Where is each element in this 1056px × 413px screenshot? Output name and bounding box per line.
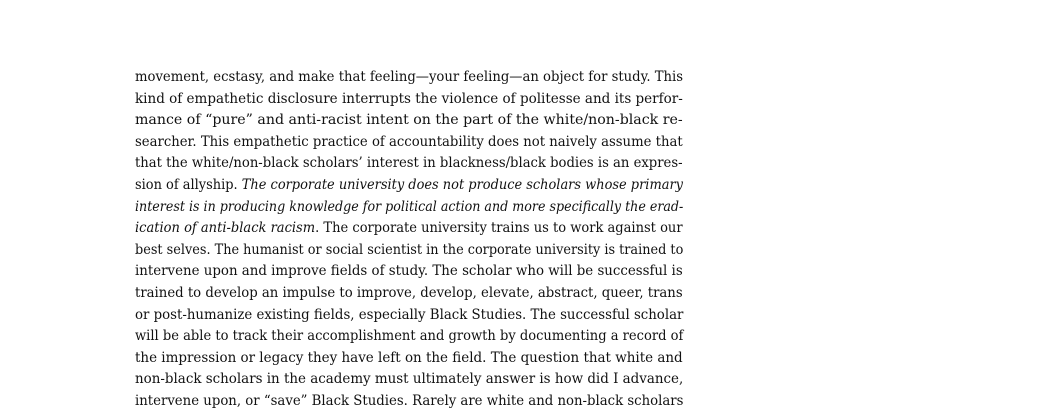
text-line — [135, 240, 683, 262]
text-line — [135, 218, 683, 240]
text-line — [135, 261, 683, 283]
text-segment: movement, ecstasy, and make that feeling—your feeling—an object for study. This — [135, 69, 684, 85]
text-line — [135, 283, 683, 305]
text-segment: will be able to track their accomplishment and growth by documenting a record of — [135, 328, 684, 345]
text-line — [135, 110, 683, 132]
text-segment: sion of allyship. — [135, 176, 242, 193]
text-segment: that the white/non-black scholars’ interest in blackness/black bodies is an expres- — [135, 155, 683, 172]
text-segment: kind of empathetic disclosure interrupts the violence of politesse and its perfor- — [135, 90, 683, 107]
italic-text-segment: ication of anti-black racism — [135, 220, 316, 237]
text-segment: intervene upon and improve fields of study. The scholar who will be successful is — [135, 263, 683, 280]
text-segment: best selves. The humanist or social scientist in the corporate university is trained to — [135, 241, 684, 258]
text-line — [135, 348, 683, 370]
text-segment: searcher. This empathetic practice of accountability does not naively assume that — [135, 133, 683, 150]
text-line — [135, 132, 683, 154]
body-text — [135, 67, 683, 413]
italic-text-segment: The corporate university does not produce scholars whose primary — [241, 176, 683, 193]
text-line — [135, 369, 683, 391]
text-line — [135, 175, 683, 197]
text-segment: . The corporate university trains us to work against our — [315, 220, 683, 237]
text-segment: trained to develop an impulse to improve, develop, elevate, abstract, queer, trans — [135, 284, 683, 301]
text-line — [135, 391, 683, 413]
text-line — [135, 197, 683, 219]
italic-text-segment: interest is in producing knowledge for political action and more specifically the erad- — [135, 198, 684, 215]
text-segment: mance of “pure” and anti-racist intent on the part of the white/non-black re- — [135, 112, 683, 129]
text-segment: intervene upon, or “save” Black Studies. Rarely are white and non-black scholars — [135, 392, 684, 409]
text-segment: the impression or legacy they have left on the field. The question that white and — [135, 349, 683, 366]
text-line — [135, 305, 683, 327]
text-line — [135, 153, 683, 175]
text-line — [135, 67, 683, 89]
text-segment: or post-humanize existing fields, especially Black Studies. The successful scholar — [135, 306, 684, 323]
text-line — [135, 89, 683, 111]
text-segment: non-black scholars in the academy must ultimately answer is how did I advance, — [135, 371, 684, 388]
text-line — [135, 326, 683, 348]
